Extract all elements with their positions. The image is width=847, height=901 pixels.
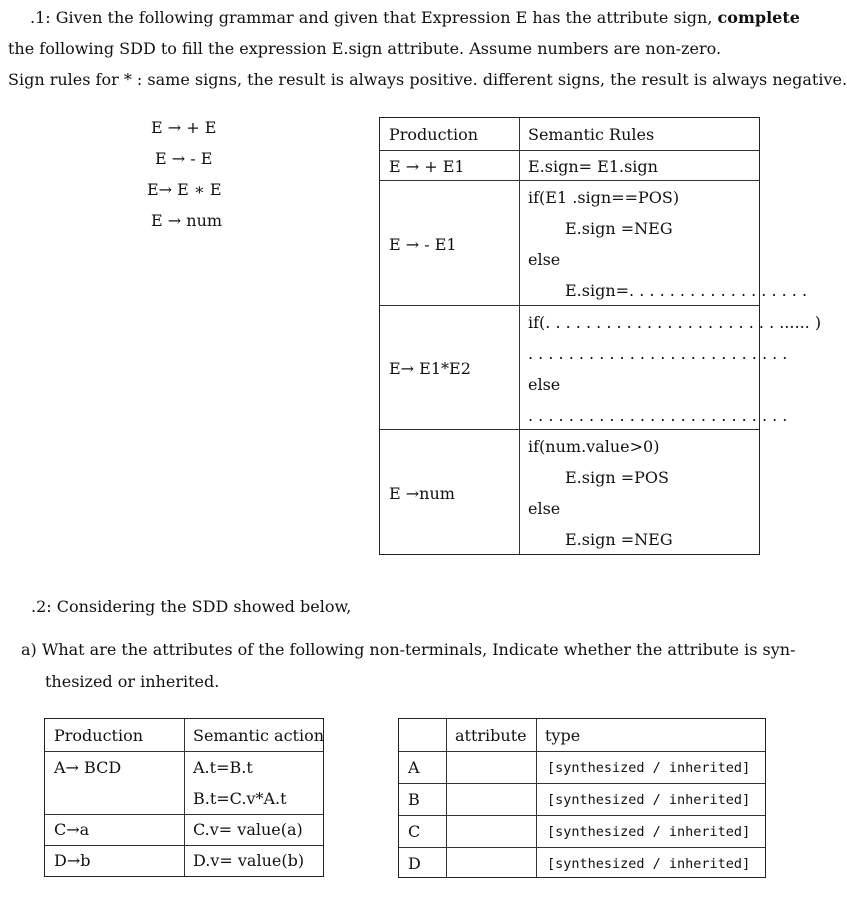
- q1-line1: [30, 8, 800, 27]
- attr-row-d-type[interactable]: [synthesized / inherited]: [547, 856, 751, 872]
- grammar-rule-1: E → + E: [151, 118, 217, 137]
- q1-row2-production: E → - E1: [389, 235, 457, 254]
- attr-header-attribute: attribute: [455, 726, 527, 745]
- attr-row-b-attribute[interactable]: [455, 790, 533, 810]
- q1-line2: the following SDD to fill the expression E.sign attribute. Assume numbers are non-zero.: [8, 39, 722, 58]
- q1-row3-production: E→ E1*E2: [389, 359, 471, 378]
- q2-row1-action-2: B.t=C.v*A.t: [193, 789, 287, 808]
- grammar-rule-3: E→ E ∗ E: [147, 180, 222, 199]
- q1-row1-production: E → + E1: [389, 157, 465, 176]
- attr-row-a-nt: A: [408, 758, 420, 777]
- attr-header-type: type: [545, 726, 581, 745]
- q1-row3-rule-3: else: [528, 375, 561, 394]
- q2-a-line2: thesized or inherited.: [45, 672, 220, 691]
- attr-row-b-type[interactable]: [synthesized / inherited]: [547, 792, 751, 808]
- sdd-table-q1: [379, 117, 822, 555]
- q1-row2-rule-1: if(E1 .sign==POS): [528, 188, 680, 207]
- q2-row1-production: A→ BCD: [54, 758, 122, 777]
- attr-row-b-nt: B: [408, 790, 420, 809]
- attr-row-a-attribute[interactable]: [455, 758, 533, 778]
- grammar-rule-4: E → num: [151, 211, 223, 230]
- attr-row-a-type[interactable]: [synthesized / inherited]: [547, 760, 751, 776]
- q1-line1-text: .1: Given the following grammar and given that Expression E has the attribute sign,: [30, 8, 718, 27]
- q1-row4-production: E →num: [389, 484, 455, 503]
- q1-row3-rule-2-blank: . . . . . . . . . . . . . . . . . . . . . . . . . .: [528, 344, 788, 363]
- q2-row3-production: D→b: [54, 851, 91, 870]
- q1-row4-rule-2: E.sign =POS: [565, 468, 669, 487]
- q2-intro: .2: Considering the SDD showed below,: [31, 597, 352, 616]
- q1-header-production: Production: [389, 125, 479, 144]
- q2-a-line1: a) What are the attributes of the following non-terminals, Indicate whether the attribute is syn-: [21, 640, 796, 659]
- q2-header-semantic-action: Semantic action: [193, 726, 325, 745]
- q1-line3: Sign rules for * : same signs, the result is always positive. different signs, the result is always negative.: [8, 70, 847, 89]
- sdd-table-q2: [44, 718, 324, 877]
- q2-row2-action: C.v= value(a): [193, 820, 303, 839]
- grammar-rule-2: E → - E: [155, 149, 213, 168]
- attr-row-d-attribute[interactable]: [455, 854, 533, 874]
- q1-header-semantic-rules: Semantic Rules: [528, 125, 655, 144]
- q1-row4-rule-1: if(num.value>0): [528, 437, 660, 456]
- q1-row1-rule: E.sign= E1.sign: [528, 157, 658, 176]
- q2-row3-action: D.v= value(b): [193, 851, 305, 870]
- q2-header-production: Production: [54, 726, 144, 745]
- q2-row1-action-1: A.t=B.t: [193, 758, 253, 777]
- q1-row3-rule-1-blank: if(. . . . . . . . . . . . . . . . . . . . . . . ...... ): [528, 313, 822, 332]
- q1-line1-bold: complete: [717, 8, 800, 27]
- attr-row-c-type[interactable]: [synthesized / inherited]: [547, 824, 751, 840]
- q1-row4-rule-3: else: [528, 499, 561, 518]
- attr-row-c-attribute[interactable]: [455, 822, 533, 842]
- attr-row-d-nt: D: [408, 854, 421, 873]
- q1-row2-rule-4-blank: E.sign=. . . . . . . . . . . . . . . . . .: [565, 281, 808, 300]
- q1-row3-rule-4-blank: . . . . . . . . . . . . . . . . . . . . . . . . . .: [528, 406, 788, 425]
- q2-row2-production: C→a: [54, 820, 90, 839]
- q1-row2-rule-3: else: [528, 250, 561, 269]
- attr-row-c-nt: C: [408, 822, 421, 841]
- q1-row4-rule-4: E.sign =NEG: [565, 530, 673, 549]
- attribute-table: [398, 718, 766, 878]
- q1-row2-rule-2: E.sign =NEG: [565, 219, 673, 238]
